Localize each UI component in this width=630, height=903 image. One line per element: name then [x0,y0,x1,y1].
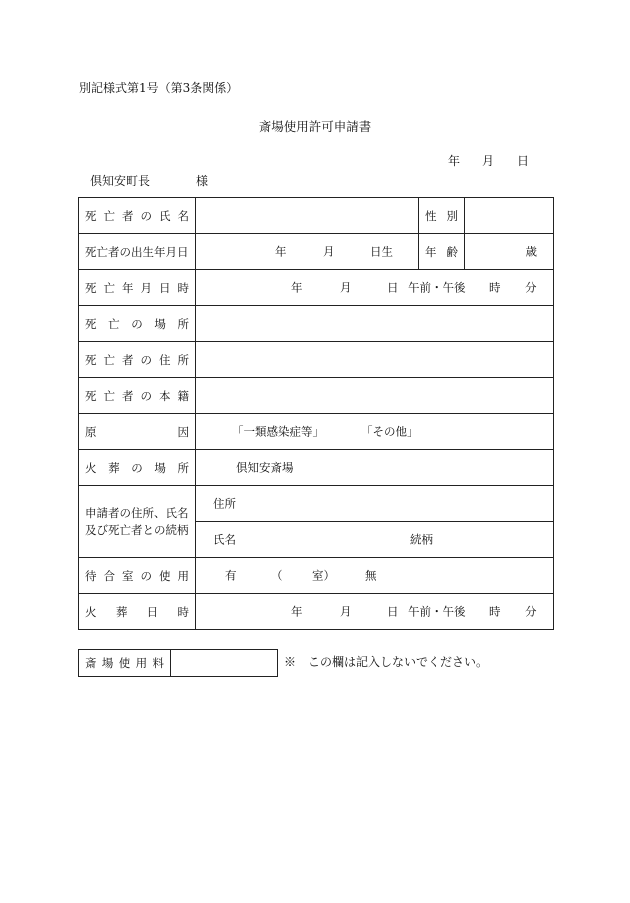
table-row [79,450,554,486]
death-datetime-field[interactable] [196,270,554,306]
table-row [79,650,278,677]
table-row [79,306,554,342]
applicant-relation-label: 続柄 [410,531,433,546]
cremation-month-unit: 月 [340,603,352,618]
death-ampm: 午前・午後 [408,279,466,294]
table-row [79,270,554,306]
death-month-unit: 月 [340,279,352,294]
fee-label-text: 斎 場 使 用 料 [85,656,164,670]
table-row [79,234,554,270]
applicant-name-field[interactable] [196,522,554,558]
name-label-text: 死 亡 者 の 氏 名 [85,208,189,223]
cause-field[interactable] [196,414,554,450]
cremation-hour-unit: 時 [489,603,501,618]
sex-label-text: 性 別 [425,208,458,223]
table-row [79,414,554,450]
application-table [78,197,554,630]
applicant-address-field[interactable] [196,486,554,522]
cremation-datetime-field[interactable] [196,594,554,630]
cremation-year-unit: 年 [291,603,303,618]
waiting-room-no[interactable]: 無 [365,567,377,582]
cause-label-in: 因 [177,424,189,439]
fee-label [79,650,171,677]
age-label [419,234,465,270]
waiting-room-field[interactable] [196,558,554,594]
applicant-label-line1: 申請者の住所、氏名 [85,505,189,520]
death-day-unit: 日 [387,279,399,294]
applicant-label [79,486,196,558]
sex-field[interactable] [465,198,554,234]
death-year-unit: 年 [291,279,303,294]
cause-option-infectious[interactable]: 「一類感染症等」 [232,423,324,438]
addressee: 倶知安町長 [90,174,151,188]
birth-date-field[interactable] [196,234,419,270]
age-label-text: 年 齢 [425,244,458,259]
cremation-place-value: 倶知安斎場 [236,459,294,474]
cremation-minute-unit: 分 [525,603,537,618]
death-hour-unit: 時 [489,279,501,294]
crem-dt-label-text: 火 葬 日 時 [85,604,189,619]
crem-place-label-text: 火 葬 の 場 所 [85,460,189,475]
applicant-label-line2: 及び死亡者との続柄 [85,522,189,537]
table-row [79,378,554,414]
applicant-address-label: 住所 [213,495,236,510]
cremation-place-field [196,450,554,486]
death-datetime-label [79,270,196,306]
honseki-label-text: 死 亡 者 の 本 籍 [85,388,189,403]
deceased-address-field[interactable] [196,342,554,378]
table-row [79,558,554,594]
table-row [79,198,554,234]
death-place-label [79,306,196,342]
fee-note: ※ この欄は記入しないでください。 [284,655,489,669]
birth-year-unit: 年 [275,243,287,258]
waiting-room-label [79,558,196,594]
date-month: 月 [482,154,495,168]
birth-day-unit: 日生 [370,243,393,258]
honseki-label [79,378,196,414]
address-label-text: 死 亡 者 の 住 所 [85,352,189,367]
deceased-name-field[interactable] [196,198,419,234]
cremation-place-label [79,450,196,486]
cremation-ampm: 午前・午後 [408,603,466,618]
addressee-honorific: 様 [196,174,209,188]
death-place-field[interactable] [196,306,554,342]
fee-table [78,649,278,677]
birth-month-unit: 月 [323,243,335,258]
honseki-field[interactable] [196,378,554,414]
age-field[interactable] [465,234,554,270]
waiting-room-yes[interactable]: 有 [225,567,237,582]
cremation-datetime-label [79,594,196,630]
death-dt-label-text: 死 亡 年 月 日 時 [85,280,189,295]
death-place-label-text: 死 亡 の 場 所 [85,316,189,331]
deceased-name-label [79,198,196,234]
table-row [79,486,554,522]
waiting-room-unit: 室） [312,567,335,582]
waiting-label-text: 待 合 室 の 使 用 [85,568,189,583]
age-unit: 歳 [525,243,537,258]
table-row [79,342,554,378]
date-year: 年 [448,154,461,168]
applicant-name-label: 氏名 [213,531,236,546]
birth-date-label: 死亡者の出生年月日 [79,234,196,270]
cause-label-gen: 原 [85,424,97,439]
cause-label [79,414,196,450]
deceased-address-label [79,342,196,378]
sex-label [419,198,465,234]
form-reference: 別記様式第1号（第3条関係） [79,81,239,95]
cause-option-other[interactable]: 「その他」 [361,423,419,438]
cremation-day-unit: 日 [387,603,399,618]
fee-field [171,650,278,677]
page-title: 斎場使用許可申請書 [258,119,372,134]
date-day: 日 [517,154,530,168]
waiting-room-paren: （ [271,567,283,582]
death-minute-unit: 分 [525,279,537,294]
table-row [79,594,554,630]
